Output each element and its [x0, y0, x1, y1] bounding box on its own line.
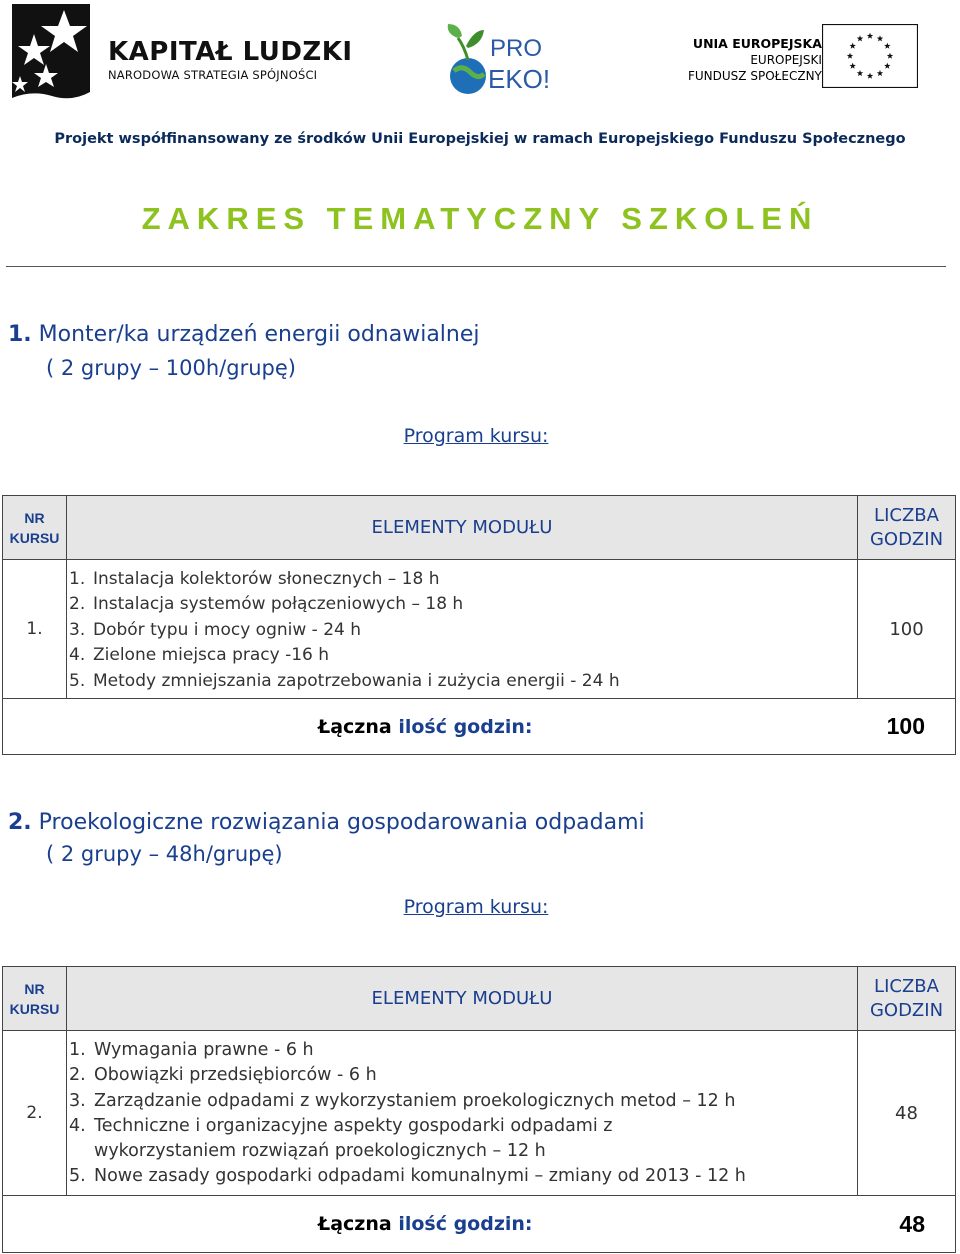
header-logos [0, 0, 960, 120]
kapital-ludzki-subtitle: NARODOWA STRATEGIA SPÓJNOŚCI [108, 68, 318, 82]
list-item: 5. Nowe zasady gospodarki odpadami komunalnymi – zmiany od 2013 - 12 h [69, 1166, 746, 1187]
proeko-bottom-text: EKO! [488, 64, 551, 94]
header-nr-line2: KURSU [9, 1000, 60, 1017]
course-hours-cell [857, 559, 956, 699]
total-row [2, 698, 956, 755]
divider [6, 266, 946, 267]
eu-line3: FUNDUSZ SPOŁECZNY [688, 69, 822, 83]
list-item: 4. Zielone miejsca pracy -16 h [69, 645, 330, 666]
section-1-title [8, 322, 480, 347]
list-item: wykorzystaniem rozwiązań proekologicznych – 12 h [94, 1141, 546, 1162]
proeko-top-text: PRO [490, 35, 543, 62]
proeko-logo-icon [444, 16, 554, 98]
eu-fund-text [688, 36, 822, 84]
section-2-program-label: Program kursu: [403, 896, 549, 918]
list-item: 2. Instalacja systemów połączeniowych – 18 h [69, 594, 464, 615]
course-hours-cell [857, 1030, 956, 1196]
course-elements-list [69, 567, 620, 694]
header-hours-line2: GODZIN [869, 528, 944, 550]
list-item: 3. Dobór typu i mocy ogniw - 24 h [69, 619, 362, 640]
header-elements-cell [66, 495, 858, 560]
section-1-groups: ( 2 grupy – 100h/grupę) [46, 356, 296, 380]
course-elements-cell [66, 1030, 858, 1196]
header-nr-cell [2, 966, 67, 1031]
header-nr-line1: NR [24, 980, 45, 997]
section-2-title [8, 810, 645, 835]
list-item: 3. Zarządzanie odpadami z wykorzystaniem proekologicznych metod – 12 h [69, 1090, 736, 1111]
header-elements-label: ELEMENTY MODUŁU [371, 988, 553, 1009]
course-elements-cell [66, 559, 858, 699]
header-elements-cell [66, 966, 858, 1031]
course-hours: 100 [889, 618, 924, 640]
header-hours-cell [857, 966, 956, 1031]
course-nr-cell [2, 559, 67, 699]
course-elements-list [69, 1038, 746, 1190]
list-item: 1. Wymagania prawne - 6 h [69, 1040, 314, 1060]
total-value: 100 [886, 713, 925, 739]
header-hours-line1: LICZBA [874, 975, 939, 997]
eu-line1: UNIA EUROPEJSKA [692, 36, 822, 51]
eu-flag-icon [822, 24, 918, 88]
header-hours-line2: GODZIN [869, 999, 944, 1021]
course-nr: 1. [26, 619, 43, 639]
section-2-number: 2. [8, 810, 32, 835]
section-2-groups: ( 2 grupy – 48h/grupę) [46, 842, 283, 866]
section-1-number: 1. [8, 322, 32, 347]
header-nr-line1: NR [24, 509, 45, 526]
section-2-name: Proekologiczne rozwiązania gospodarowania odpadami [38, 810, 645, 835]
list-item: 5. Metody zmniejszania zapotrzebowania i zużycia energii - 24 h [69, 670, 620, 691]
list-item: 2. Obowiązki przedsiębiorców - 6 h [69, 1065, 377, 1086]
eu-line2: EUROPEJSKI [750, 53, 822, 67]
list-item: 1. Instalacja kolektorów słonecznych – 18 h [69, 569, 440, 589]
list-item: 4. Techniczne i organizacyjne aspekty gospodarki odpadami z [69, 1115, 613, 1136]
total-label: Łączna ilość godzin: [318, 715, 533, 738]
kapital-ludzki-logo-icon [12, 4, 90, 104]
header-nr-cell [2, 495, 67, 560]
header-hours-cell [857, 495, 956, 560]
section-1-name: Monter/ka urządzeń energii odnawialnej [38, 322, 480, 347]
kapital-ludzki-text [108, 38, 353, 82]
header-elements-label: ELEMENTY MODUŁU [371, 517, 553, 538]
cofinancing-note: Projekt współfinansowany ze środków Unii Europejskiej w ramach Europejskiego Funduszu Społecznego [54, 131, 906, 147]
total-label: Łączna ilość godzin: [318, 1213, 533, 1235]
course-nr: 2. [26, 1103, 43, 1123]
page-title: ZAKRES TEMATYCZNY SZKOLEŃ [141, 201, 819, 236]
course-hours: 48 [895, 1102, 918, 1124]
section-1-program-label: Program kursu: [403, 425, 549, 447]
course-nr-cell [2, 1030, 67, 1196]
total-value: 48 [899, 1210, 925, 1237]
total-row [2, 1195, 956, 1253]
kapital-ludzki-title: KAPITAŁ LUDZKI [108, 37, 353, 67]
header-nr-line2: KURSU [9, 529, 60, 546]
header-hours-line1: LICZBA [874, 504, 939, 526]
